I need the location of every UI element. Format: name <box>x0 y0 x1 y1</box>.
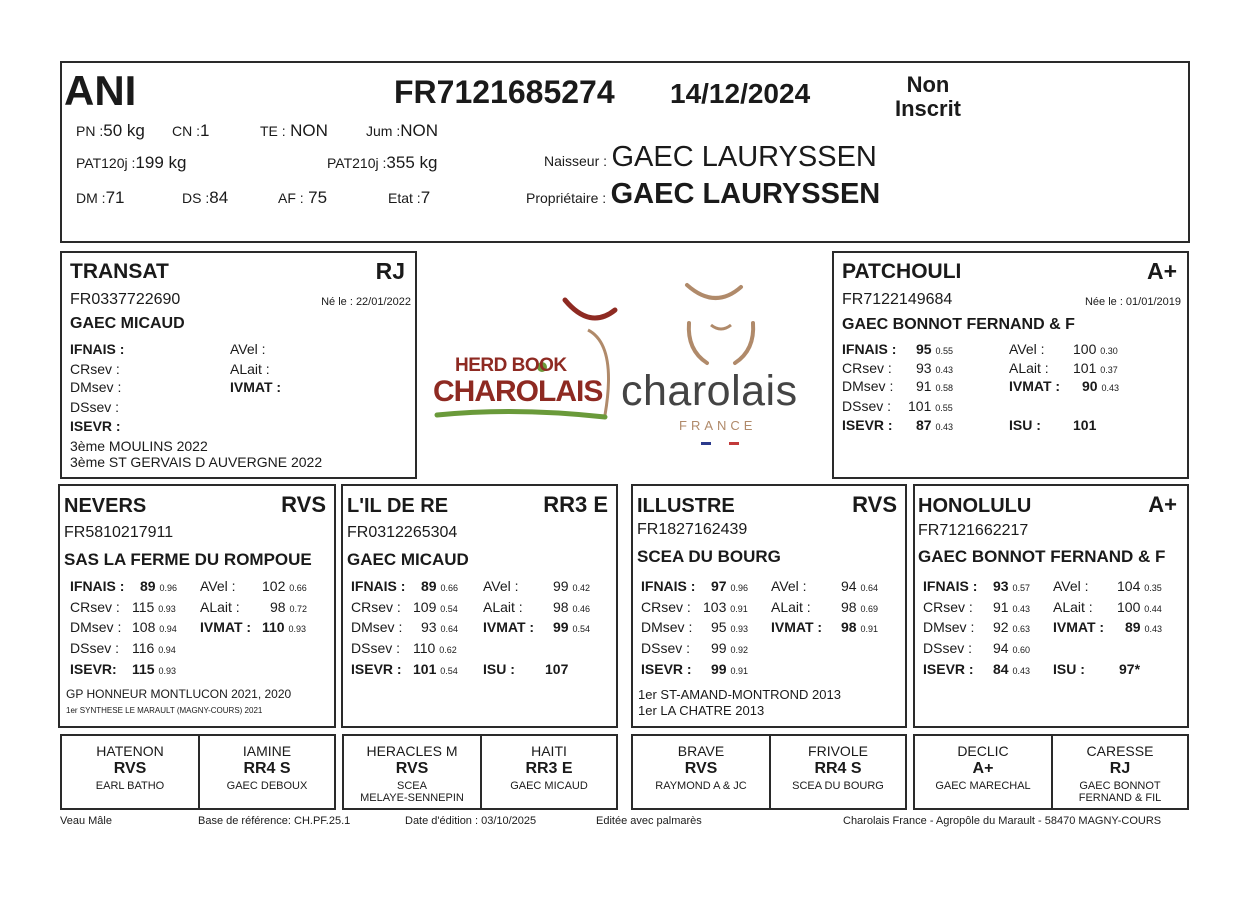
great-grandparents-group <box>913 734 1189 810</box>
gp-name: HONOLULU <box>918 495 1032 517</box>
gp-ifnais-label: IFNAIS : <box>70 578 125 594</box>
ggp-grade: RVS <box>684 760 718 777</box>
great-grandparents-group <box>631 734 907 810</box>
gp-crsev-label: CRsev : <box>641 599 691 615</box>
gp-ivmat: 89 0.43 <box>1125 619 1162 635</box>
gp-dmsev-label: DMsev : <box>641 619 693 635</box>
gp-avel: 102 0.66 <box>262 578 307 594</box>
gp-dmsev: 93 0.64 <box>421 619 458 635</box>
gp-dssev: 94 0.60 <box>993 640 1030 656</box>
status-line1: Non <box>906 72 950 97</box>
gp-dssev-label: DSsev : <box>923 640 973 656</box>
cn-field: CN :1 <box>172 121 210 140</box>
ggp-grade: A+ <box>972 760 994 777</box>
ggp-owner: GAEC DEBOUX <box>226 780 308 792</box>
gp-ifnais-label: IFNAIS : <box>351 578 406 594</box>
gp-dmsev-label: DMsev : <box>70 619 122 635</box>
gp-crsev: 103 0.91 <box>703 599 748 615</box>
pn-field: PN :50 kg <box>76 121 145 140</box>
gp-name: ILLUSTRE <box>637 495 735 517</box>
herdbook-text: HERD BOOK <box>455 355 567 376</box>
ggp-grade: RJ <box>1109 760 1131 777</box>
dam-birthdate: Née le : 01/01/2019 <box>1084 296 1181 308</box>
ggp-owner: GAEC MICAUD <box>510 780 588 792</box>
gp-name: NEVERS <box>64 495 147 517</box>
gp-ifnais: 89 0.66 <box>421 578 458 594</box>
gp-avel: 99 0.42 <box>553 578 590 594</box>
gp-owner: SAS LA FERME DU ROMPOUE <box>64 550 312 569</box>
ds-field: DS :84 <box>182 188 229 207</box>
ggp-name: HATENON <box>96 743 164 759</box>
ggp-grade: RR3 E <box>525 760 573 777</box>
gp-grade: RVS <box>281 492 326 517</box>
gp-name: L'IL DE RE <box>347 495 449 517</box>
dam-dssev: 101 0.55 <box>908 398 953 414</box>
great-grandparents-group <box>342 734 618 810</box>
gp-crsev-label: CRsev : <box>70 599 120 615</box>
gp-isevr: 99 0.91 <box>711 661 748 677</box>
gp-grade: A+ <box>1148 492 1177 517</box>
great-grandparent-cell <box>771 736 905 808</box>
gp-palmares-2: 1er LA CHATRE 2013 <box>638 703 765 718</box>
great-grandparent-cell <box>482 736 616 808</box>
gp-avel: 94 0.64 <box>841 578 878 594</box>
gp-isevr-label: ISEVR: <box>70 661 117 677</box>
ggp-owner: EARL BATHO <box>95 780 165 792</box>
ggp-owner-line2: MELAYE-SENNEPIN <box>360 792 464 804</box>
grandparent-card <box>631 484 907 728</box>
dam-ifnais-label: IFNAIS : <box>842 341 897 357</box>
proprietaire-field: Propriétaire : GAEC LAURYSSEN <box>526 178 881 210</box>
gp-palmares-1: 1er ST-AMAND-MONTROND 2013 <box>638 687 841 702</box>
gp-avel-label: AVel : <box>200 578 236 594</box>
gp-avel-label: AVel : <box>1053 578 1089 594</box>
ggp-owner: RAYMOND A & JC <box>655 780 747 792</box>
sire-alait-label: ALait : <box>230 361 270 377</box>
gp-dssev: 99 0.92 <box>711 640 748 656</box>
dam-name: PATCHOULI <box>842 260 962 283</box>
gp-ivmat: 99 0.54 <box>553 619 590 635</box>
grandparent-card <box>58 484 336 728</box>
gp-alait-label: ALait : <box>200 599 240 615</box>
sire-name: TRANSAT <box>70 260 169 283</box>
great-grandparent-cell <box>200 736 334 808</box>
gp-palmares-2: 1er SYNTHESE LE MARAULT (MAGNY-COURS) 2021 <box>66 706 263 715</box>
gp-ifnais: 93 0.57 <box>993 578 1030 594</box>
ggp-grade: RVS <box>113 760 147 777</box>
ggp-name: HAITI <box>531 743 567 759</box>
sire-dssev-label: DSsev : <box>70 399 120 415</box>
gp-isevr: 101 0.54 <box>413 661 458 677</box>
gp-crsev-label: CRsev : <box>351 599 401 615</box>
dam-alait-label: ALait : <box>1009 360 1049 376</box>
ggp-owner: SCEA DU BOURG <box>792 780 884 792</box>
great-grandparent-cell <box>62 736 198 808</box>
ggp-owner: GAEC MARECHAL <box>935 780 1031 792</box>
gp-ivmat-label: IVMAT : <box>483 619 535 635</box>
great-grandparents-group <box>60 734 336 810</box>
ggp-grade: RR4 S <box>243 760 291 777</box>
gp-avel-label: AVel : <box>771 578 807 594</box>
gp-alait-label: ALait : <box>771 599 811 615</box>
footer-organization: Charolais France - Agropôle du Marault - 58470 MAGNY-COURS <box>843 815 1162 827</box>
gp-isevr: 84 0.43 <box>993 661 1030 677</box>
gp-alait-label: ALait : <box>483 599 523 615</box>
dam-ivmat-label: IVMAT : <box>1009 378 1061 394</box>
etat-field: Etat :7 <box>388 188 431 207</box>
ggp-name: DECLIC <box>957 743 1009 759</box>
gp-ivmat: 110 0.93 <box>262 619 307 635</box>
sire-id: FR0337722690 <box>70 291 181 308</box>
sire-isevr-label: ISEVR : <box>70 418 121 434</box>
animal-date: 14/12/2024 <box>670 78 811 109</box>
gp-alait: 98 0.46 <box>553 599 590 615</box>
gp-dmsev-label: DMsev : <box>351 619 403 635</box>
charolais-herdbook-text: CHAROLAIS <box>433 375 603 408</box>
gp-isevr-label: ISEVR : <box>351 661 402 677</box>
gp-grade: RR3 E <box>543 492 608 517</box>
gp-dssev: 116 0.94 <box>132 640 176 656</box>
gp-owner: GAEC MICAUD <box>347 550 469 569</box>
pat120-field: PAT120j :199 kg <box>76 153 187 172</box>
dam-card <box>832 251 1189 479</box>
ggp-grade: RVS <box>395 760 429 777</box>
gp-isevr-label: ISEVR : <box>641 661 692 677</box>
great-grandparent-cell <box>633 736 769 808</box>
gp-id: FR7121662217 <box>918 522 1029 539</box>
gp-id: FR5810217911 <box>64 524 174 541</box>
sire-crsev-label: CRsev : <box>70 361 120 377</box>
great-grandparent-cell <box>1053 736 1187 808</box>
dam-grade: A+ <box>1146 258 1177 284</box>
dam-avel-label: AVel : <box>1009 341 1045 357</box>
sire-ivmat-label: IVMAT : <box>230 379 282 395</box>
sire-grade: RJ <box>375 258 405 284</box>
gp-crsev-label: CRsev : <box>923 599 973 615</box>
dam-ifnais: 95 0.55 <box>916 341 953 357</box>
sire-palmares-2: 3ème ST GERVAIS D AUVERGNE 2022 <box>70 454 323 470</box>
ggp-owner-line2: FERNAND & FIL <box>1078 792 1162 804</box>
dam-crsev-label: CRsev : <box>842 360 892 376</box>
gp-ifnais: 89 0.96 <box>140 578 177 594</box>
gp-ivmat-label: IVMAT : <box>771 619 823 635</box>
gp-ivmat: 98 0.91 <box>841 619 878 635</box>
dam-crsev: 93 0.43 <box>916 360 953 376</box>
gp-ifnais-label: IFNAIS : <box>641 578 696 594</box>
dam-isu: 101 <box>1073 417 1097 433</box>
jum-field: Jum :NON <box>366 121 439 140</box>
dam-dssev-label: DSsev : <box>842 398 892 414</box>
dm-field: DM :71 <box>76 188 125 207</box>
af-field: AF : 75 <box>278 188 328 207</box>
gp-dssev: 110 0.62 <box>413 640 457 656</box>
ggp-grade: RR4 S <box>814 760 862 777</box>
gp-dmsev-label: DMsev : <box>923 619 975 635</box>
ggp-name: FRIVOLE <box>808 743 868 759</box>
naisseur-field: Naisseur : GAEC LAURYSSEN <box>544 141 877 173</box>
gp-owner: SCEA DU BOURG <box>637 547 781 566</box>
dam-ivmat: 90 0.43 <box>1082 378 1119 394</box>
gp-isu: 97* <box>1119 661 1141 677</box>
france-word: FRANCE <box>679 418 757 433</box>
ggp-name: HERACLES M <box>366 743 458 759</box>
ggp-owner: SCEA <box>397 780 427 792</box>
gp-isevr-label: ISEVR : <box>923 661 974 677</box>
gp-palmares-1: GP HONNEUR MONTLUCON 2021, 2020 <box>66 687 292 701</box>
dam-dmsev: 91 0.58 <box>916 378 953 394</box>
gp-avel: 104 0.35 <box>1117 578 1162 594</box>
sire-palmares-1: 3ème MOULINS 2022 <box>70 438 208 454</box>
gp-isevr: 115 0.93 <box>132 661 177 677</box>
ggp-owner: GAEC BONNOT <box>1079 780 1161 792</box>
gp-id: FR0312265304 <box>347 524 458 541</box>
ggp-name: BRAVE <box>677 743 725 759</box>
gp-isu-label: ISU : <box>1053 661 1085 677</box>
gp-dssev-label: DSsev : <box>70 640 120 656</box>
footer-edition-date: Date d'édition : 03/10/2025 <box>405 815 537 827</box>
registration-status <box>890 73 966 121</box>
gp-ifnais: 97 0.96 <box>711 578 748 594</box>
gp-id: FR1827162439 <box>637 521 748 538</box>
gp-ivmat-label: IVMAT : <box>200 619 252 635</box>
footer-palmares-note: Editée avec palmarès <box>596 815 702 827</box>
dam-isu-label: ISU : <box>1009 417 1041 433</box>
te-field: TE : NON <box>260 121 328 140</box>
gp-dmsev: 92 0.63 <box>993 619 1030 635</box>
sire-card <box>60 251 417 479</box>
gp-alait: 98 0.72 <box>270 599 307 615</box>
great-grandparent-cell <box>915 736 1051 808</box>
footer-animal-type: Veau Mâle <box>60 815 112 827</box>
gp-crsev: 109 0.54 <box>413 599 458 615</box>
gp-avel-label: AVel : <box>483 578 519 594</box>
pat210-field: PAT210j :355 kg <box>327 153 438 172</box>
dam-isevr: 87 0.43 <box>916 417 953 433</box>
gp-crsev: 115 0.93 <box>132 599 176 615</box>
charolais-logo <box>425 275 825 455</box>
animal-id: FR7121685274 <box>394 74 615 110</box>
ggp-name: IAMINE <box>242 743 292 759</box>
gp-grade: RVS <box>852 492 897 517</box>
footer-base: Base de référence: CH.PF.25.1 <box>198 815 351 827</box>
gp-dssev-label: DSsev : <box>641 640 691 656</box>
gp-ifnais-label: IFNAIS : <box>923 578 978 594</box>
ggp-name: CARESSE <box>1086 743 1154 759</box>
animal-name: ANI <box>64 67 137 114</box>
gp-alait-label: ALait : <box>1053 599 1093 615</box>
great-grandparent-cell <box>344 736 480 808</box>
sire-ifnais-label: IFNAIS : <box>70 341 125 357</box>
sire-birthdate: Né le : 22/01/2022 <box>321 296 411 308</box>
dam-id: FR7122149684 <box>842 291 953 308</box>
gp-ivmat-label: IVMAT : <box>1053 619 1105 635</box>
gp-isu-label: ISU : <box>483 661 515 677</box>
gp-crsev: 91 0.43 <box>993 599 1030 615</box>
gp-owner: GAEC BONNOT FERNAND & F <box>918 547 1166 566</box>
charolais-word: charolais <box>621 367 798 415</box>
sire-avel-label: AVel : <box>230 341 266 357</box>
dam-alait: 101 0.37 <box>1073 360 1118 376</box>
gp-dssev-label: DSsev : <box>351 640 401 656</box>
grandparent-card <box>341 484 618 728</box>
sire-dmsev-label: DMsev : <box>70 379 122 395</box>
dam-isevr-label: ISEVR : <box>842 417 893 433</box>
gp-dmsev: 95 0.93 <box>711 619 748 635</box>
status-line2: Inscrit <box>894 96 962 121</box>
gp-dmsev: 108 0.94 <box>132 619 177 635</box>
animal-header <box>60 61 1190 243</box>
grandparent-card <box>913 484 1189 728</box>
gp-alait: 100 0.44 <box>1117 599 1162 615</box>
dam-dmsev-label: DMsev : <box>842 378 894 394</box>
gp-alait: 98 0.69 <box>841 599 878 615</box>
gp-isu: 107 <box>545 661 569 677</box>
dam-owner: GAEC BONNOT FERNAND & F <box>842 316 1075 333</box>
dam-avel: 100 0.30 <box>1073 341 1118 357</box>
sire-owner: GAEC MICAUD <box>70 315 185 332</box>
